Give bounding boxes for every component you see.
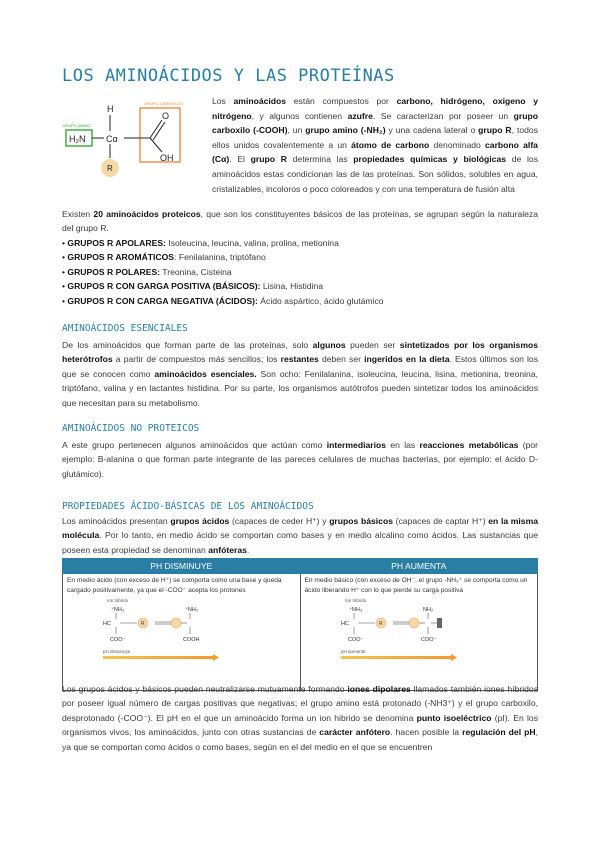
bond-c-oh [150,138,162,152]
intro-paragraph: Los aminoácidos están compuestos por carbono, hidrógeno, oxigeno y nitrógeno, y algunos contienen azufre. Se caracterizan por poseer un grupo carboxilo (-COOH), un grupo amino (-NH₂) y una cadena lateral o grupo R, todos ellos unidos covalentemente a un átomo de carbono denominado carbono alfa (Cα). El grupo R determina las propiedades químicas y biológicas de los aminoácidos estas condicionan las de las proteínas. Son sólidos, solubles en agua, cristalizables, incoloros o poco coloreados y con una temperatura de fusión alta [212,96,538,194]
cooh-right: COOH [183,637,200,643]
amino-group-label: GRUPO AMINO [62,123,91,128]
side-chain-block [437,618,442,628]
essential-heading: AMINOÁCIDOS ESENCIALES [62,323,188,334]
ph-decrease-label: pH disminuye [103,649,131,654]
r-circle [171,618,181,628]
r-group: R [107,164,113,173]
ph-decrease-header: PH DISMINUYE [63,559,301,574]
acid-base-heading: PROPIEDADES ÁCIDO-BÁSICAS DE LOS AMINOÁCIDOS [62,501,314,512]
ph-arrow-bar [341,656,451,659]
non-protein-heading: AMINOÁCIDOS NO PROTEICOS [62,423,200,434]
ph-arrow-bar [103,656,213,659]
list-item: • GRUPOS R AROMÁTICOS: Fenilalanina, triptófano [62,250,542,264]
ph-increase-figure [305,597,533,667]
groups-intro: Existen 20 aminoácidos proteicos, que son los constituyentes básicos de las proteínas, se agrupan según la naturaleza del grupo R. [62,209,538,234]
coo-left: COO⁻ [347,637,363,643]
non-protein-paragraph: A este grupo pertenecen algunos aminoácidos que actúan como intermediarios en las reacciones metabólicas (por ejemplo: B-alanina o que forman parte integrante de las pareces celulares de muchas bacterias, por ejemplo: el ácido D-glutámico). [62,440,538,479]
ph-increase-text: En medio básico (con exceso de OH⁻, el grupo -NH₃⁺ se comporta como un ácido liberando H⁺ con lo que pierde su carga positiva [304,577,528,594]
list-item: • GRUPOS R CON GARGA POSITIVA (BÁSICOS): Lisina, Histidina [62,279,542,293]
ph-decrease-figure [67,597,295,667]
coo-right: COO⁻ [420,637,436,643]
r-left: R [141,621,145,627]
ion-label: Ion híbrido [107,598,129,603]
hydroxyl-group: OH [160,153,174,163]
list-item: • GRUPOS R APOLARES: Isoleucina, leucina, valina, prolina, metionina [62,236,542,250]
hydrogen-atom: H [107,104,114,114]
coo-left: COO⁻ [110,637,126,643]
essential-paragraph: De los aminoácidos que forman parte de las proteínas, solo algunos pueden ser sintetizados por los organismos heterótrofos a partir de compuestos más sencillos; los restantes deben ser ingeridos en la dieta. Estos últimos son los que se conocen como aminoácidos esenciales. Son ocho: Fenilalanina, isoleucina, leucina, lisina, metionina, treonina, triptófano, valina y en lactantes histidina. Por su parte, los organismos autótrofos pueden sintetizar todos los aminoácidos que necesitan para su metabolismo. [62,340,539,408]
acid-base-paragraph: Los aminoácidos presentan grupos ácidos (capaces de ceder H⁺) y grupos básicos (capaces de captar H⁺) en la misma molécula. Por lo tanto, en medio ácido se comportan como bases y en medio alcalino como ácidos. Las sustancias que poseen esta propiedad se denominan anfóteras. [62,516,539,555]
r-left: R [378,621,383,627]
ph-decrease-text: En medio ácido (con exceso de H⁺) se comporta como una base y queda cargado positivamente, ya que el -COO⁻ acepta los protones [67,577,282,594]
hc-left: HC [340,621,349,627]
list-item: • GRUPOS R POLARES: Treonina, Cisteina [62,265,542,279]
list-item: • GRUPOS R CON CARGA NEGATIVA (ÁCIDOS): Ácido aspártico, ácido glutámico [62,294,542,308]
r-groups-list [62,236,542,308]
ph-increase-cell [300,574,537,691]
final-paragraph: Los grupos ácidos y básicos pueden neutralizarse mutuamente formando iones dipolares llamados también iones híbridos por poseer igual número de cargas positivas que negativas; el grupo amino está protonado (-NH3⁺) y el grupo carboxilo, desprotonado (-COO⁻). El pH en el que un aminoácido forma un ion hibrido se denomina punto isoeléctrico (pI). En los organismos vivos, los aminoácidos, junto con otras sustancias de carácter anfótero. hacen posible la regulación del pH, ya que se comportan como ácidos o como bases, según en el del medio en el que se encuentren [62,684,539,752]
nh2-right: NH₂ [422,607,433,613]
ph-increase-label: pH aumenta [340,649,366,654]
nh3-left: ⁺NH₃ [111,607,125,613]
oxygen-atom: O [162,111,170,121]
ph-arrow-head [451,654,457,661]
hc-left: HC [103,621,111,627]
carboxyl-group-label: GRUPO CARBOXILO [144,101,184,106]
ph-table [62,558,538,691]
r-circle [409,618,419,628]
alpha-carbon: Cα [106,134,118,144]
ion-label: Ion híbrido [344,598,366,603]
nh3-right: ⁺NH₃ [185,607,199,613]
amino-nh2: H₂N [69,134,86,144]
nh3-left: ⁺NH₃ [348,607,362,613]
page-title: LOS AMINOÁCIDOS Y LAS PROTEÍNAS [62,66,395,86]
amino-acid-structure [62,100,212,190]
ph-arrow-head [213,654,219,661]
ph-decrease-cell [63,574,301,691]
ph-increase-header: PH AUMENTA [300,559,537,574]
